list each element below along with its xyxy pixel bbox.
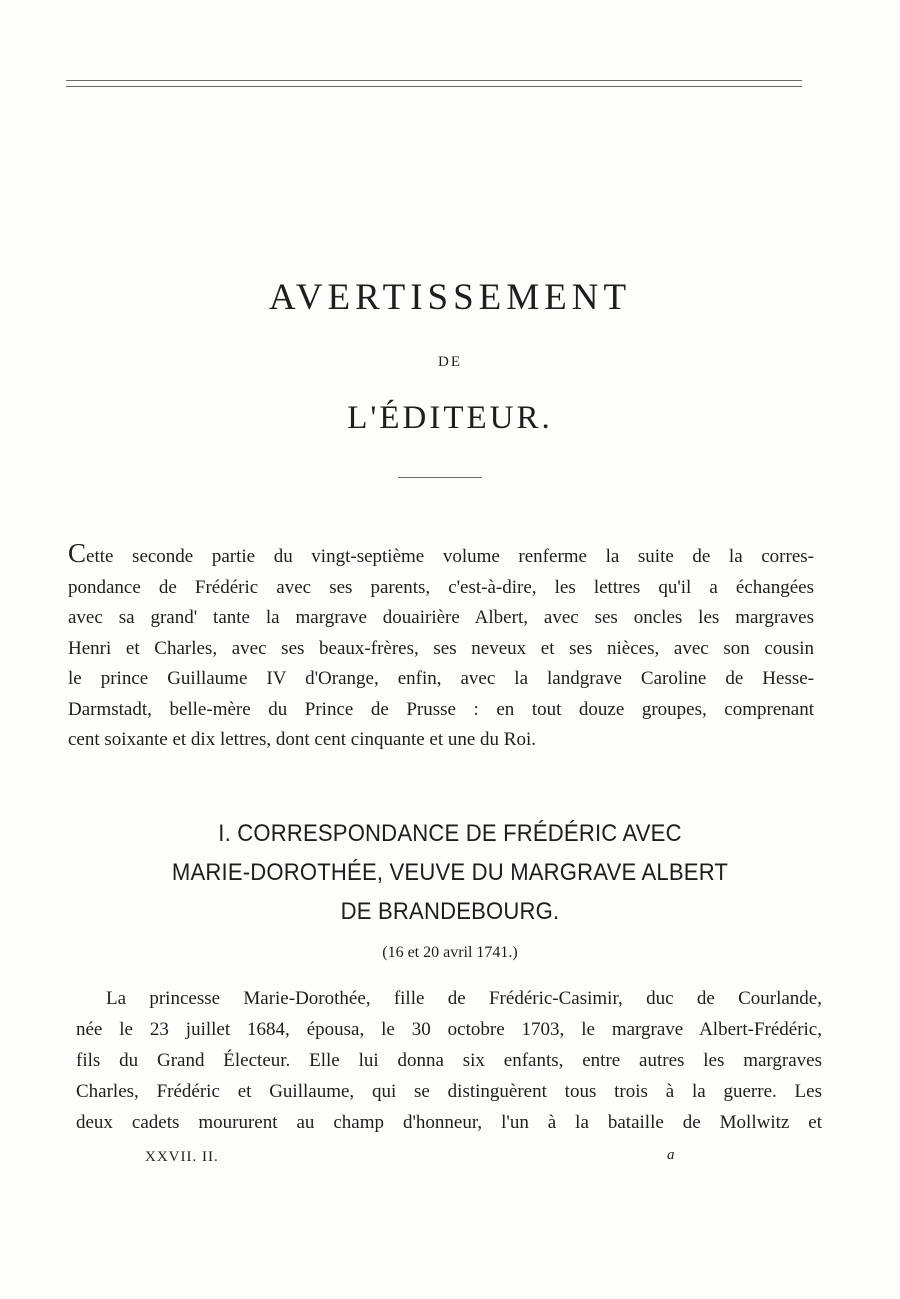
title-separator-rule bbox=[398, 477, 482, 478]
intro-line: Henri et Charles, avec ses beaux-frères, ses neveux et ses nièces, avec son cousin bbox=[68, 637, 814, 659]
body-line: La princesse Marie-Dorothée, fille de Frédéric-Casimir, duc de Courlande, bbox=[106, 988, 822, 1009]
intro-line bbox=[68, 538, 814, 573]
section-body-paragraph bbox=[76, 983, 822, 1138]
drop-cap: C bbox=[68, 538, 87, 568]
section-heading-line: I. CORRESPONDANCE DE FRÉDÉRIC AVEC bbox=[218, 820, 682, 847]
intro-line: cent soixante et dix lettres, dont cent cinquante et une du Roi. bbox=[68, 729, 537, 750]
body-line: Charles, Frédéric et Guillaume, qui se distinguèrent tous trois à la guerre. Les bbox=[76, 1081, 822, 1102]
body-line: deux cadets moururent au champ d'honneur, l'un à la bataille de Mollwitz et bbox=[76, 1112, 822, 1133]
section-heading-line: DE BRANDEBOURG. bbox=[340, 898, 560, 925]
page-title: AVERTISSEMENT bbox=[268, 277, 632, 318]
top-double-rule bbox=[66, 80, 802, 87]
intro-paragraph bbox=[68, 538, 814, 756]
footer-signature: XXVII. II. bbox=[145, 1149, 219, 1165]
intro-line: avec sa grand' tante la margrave douairière Albert, avec ses oncles les margraves bbox=[68, 607, 814, 628]
intro-line: Darmstadt, belle-mère du Prince de Prusse : en tout douze groupes, comprenant bbox=[68, 698, 814, 720]
body-line: fils du Grand Électeur. Elle lui donna six enfants, entre autres les margraves bbox=[76, 1050, 822, 1071]
body-line: née le 23 juillet 1684, épousa, le 30 octobre 1703, le margrave Albert-Frédéric, bbox=[76, 1019, 822, 1040]
intro-line: le prince Guillaume IV d'Orange, enfin, avec la landgrave Caroline de Hesse- bbox=[68, 668, 814, 689]
footer-sheet-letter: a bbox=[667, 1147, 675, 1163]
section-heading-line: MARIE-DOROTHÉE, VEUVE DU MARGRAVE ALBERT bbox=[171, 859, 729, 886]
title-subtitle: L'ÉDITEUR. bbox=[347, 400, 553, 436]
intro-line: pondance de Frédéric avec ses parents, c'est-à-dire, les lettres qu'il a échangées bbox=[68, 576, 814, 598]
intro-line-text: ette seconde partie du vingt-septième volume renferme la suite de la corres- bbox=[86, 546, 814, 567]
section-heading bbox=[36, 814, 864, 931]
title-connector: DE bbox=[438, 354, 462, 370]
section-date: (16 et 20 avril 1741.) bbox=[382, 944, 518, 961]
